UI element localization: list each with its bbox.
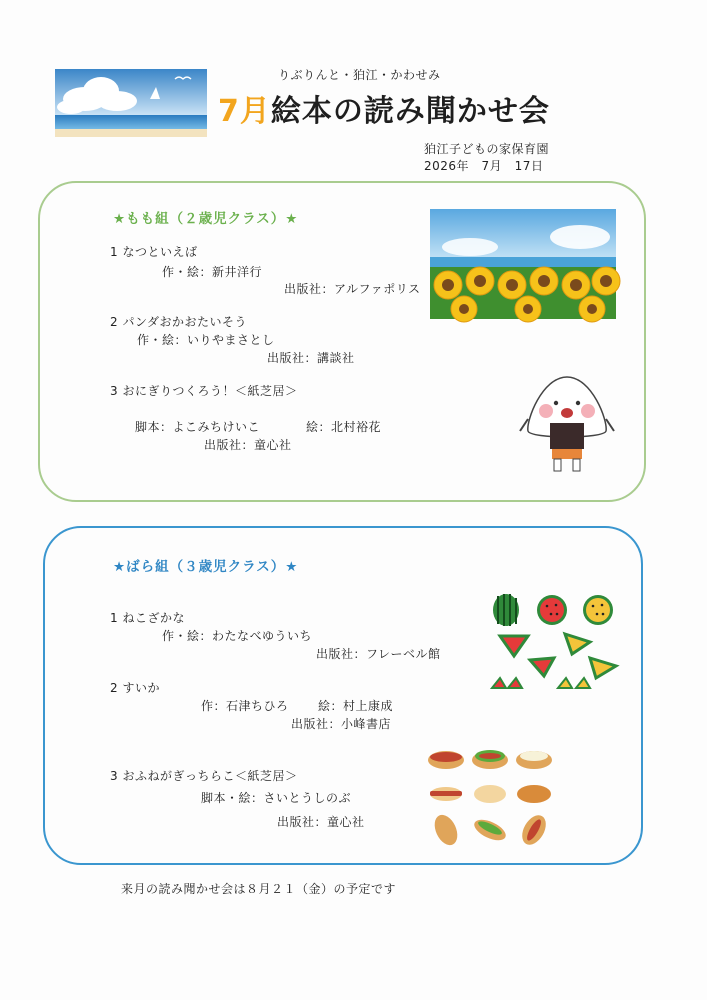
bara-book-1-publisher: 出版社：フレーベル館 [316, 647, 441, 661]
onigiri-character-icon [522, 373, 612, 477]
momo-book-3-publisher: 出版社：童心社 [204, 438, 292, 452]
bara-book-3-credit: 脚本・絵：さいとうしのぶ [201, 791, 352, 805]
momo-book-3-credit: 脚本：よこみちけいこ [135, 420, 261, 434]
bara-book-1-credit: 作・絵：わたなべゆういち [162, 629, 313, 643]
momo-book-1-credit: 作・絵：新井洋行 [162, 265, 263, 279]
next-session-note: 来月の読み聞かせ会は８月２１（金）の予定です [121, 882, 397, 896]
bara-book-2-title: 2 すいか [110, 681, 160, 695]
hotdog-icon [426, 744, 556, 850]
momo-book-3-title: 3 おにぎりつくろう！＜紙芝居＞ [110, 384, 298, 398]
sunflower-field-icon [430, 209, 616, 319]
bara-book-1-title: 1 ねこざかな [110, 611, 185, 625]
header-subtitle: りぶりんと・狛江・かわせみ [278, 68, 441, 82]
title-month: 7月 [218, 94, 271, 129]
event-date: 2026年 7月 17日 [424, 159, 544, 173]
bara-heading: ★ばら組（３歳児クラス）★ [113, 559, 299, 575]
bara-book-2-credit: 作：石津ちひろ [201, 699, 289, 713]
bara-book-3-title: 3 おふねがぎっちらこ＜紙芝居＞ [110, 769, 298, 783]
bara-book-2-publisher: 出版社：小峰書店 [291, 717, 392, 731]
title-text: 絵本の読み聞かせ会 [270, 94, 550, 129]
watermelon-icon [490, 590, 620, 696]
momo-book-1-title: 1 なつといえば [110, 245, 198, 259]
page-title [218, 86, 550, 130]
momo-book-3-credit2: 絵：北村裕花 [306, 420, 382, 434]
bara-book-3-publisher: 出版社：童心社 [277, 815, 365, 829]
momo-book-2-credit: 作・絵：いりやまさとし [137, 333, 275, 347]
momo-book-2-publisher: 出版社：講談社 [267, 351, 355, 365]
bara-book-2-credit2: 絵：村上康成 [318, 699, 394, 713]
momo-book-1-publisher: 出版社：アルファポリス [284, 282, 421, 296]
organization-name: 狛江子どもの家保育園 [424, 142, 550, 156]
sea-illustration-icon [55, 69, 207, 137]
momo-book-2-title: 2 パンダおかおたいそう [110, 315, 247, 329]
momo-heading: ★もも組（２歳児クラス）★ [113, 211, 299, 227]
